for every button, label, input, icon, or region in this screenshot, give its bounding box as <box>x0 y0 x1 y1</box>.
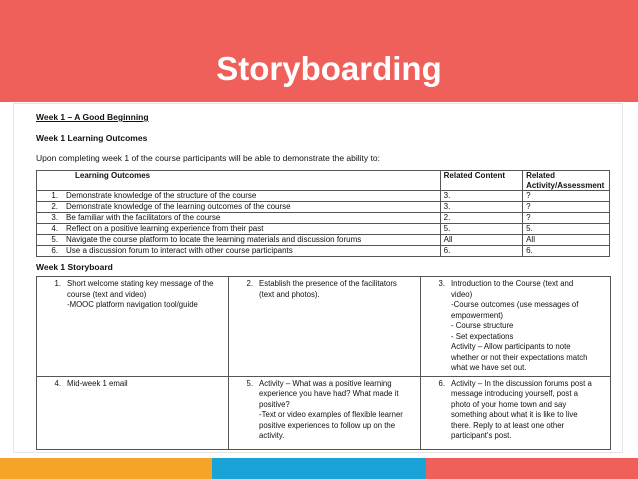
storyboard-cell <box>229 376 421 449</box>
outcome-text: Demonstrate knowledge of the structure of the course <box>66 191 257 200</box>
storyboard-number: 2. <box>246 279 253 288</box>
storyboard-number: 4. <box>54 378 61 388</box>
storyboard-line: empowerment) <box>451 310 503 320</box>
related-content-cell: 6. <box>440 246 522 257</box>
header-related-activity: Related Activity/Assessment <box>523 171 610 191</box>
header-related-content: Related Content <box>440 171 522 191</box>
outcome-cell <box>37 213 441 224</box>
week-heading: Week 1 – A Good Beginning <box>36 112 149 122</box>
storyboard-line: Activity – Allow participants to note <box>451 342 571 351</box>
outcome-cell <box>37 235 441 246</box>
storyboard-line: something about what it is like to live <box>451 410 578 419</box>
storyboard-cell <box>229 277 421 377</box>
outcome-cell <box>37 191 441 202</box>
related-activity-cell: ? <box>523 213 610 224</box>
related-activity-cell: ? <box>523 202 610 213</box>
outcome-number: 1. <box>51 191 58 200</box>
storyboard-line: Activity – In the discussion forums post a <box>451 378 592 388</box>
storyboard-line: Short welcome stating key message of the <box>67 279 214 288</box>
storyboard-line: positive experiences to follow up on the <box>259 420 396 430</box>
storyboard-line: (text and photos). <box>259 289 320 299</box>
outcomes-heading: Week 1 Learning Outcomes <box>36 133 148 143</box>
outcome-row <box>37 202 610 213</box>
footer-bar-blue <box>212 458 426 479</box>
outcome-number: 3. <box>51 213 58 222</box>
outcome-text: Be familiar with the facilitators of the course <box>66 213 221 222</box>
outcome-number: 2. <box>51 202 58 211</box>
storyboard-line: message introducing yourself, post a <box>451 389 578 398</box>
related-content-cell: All <box>440 235 522 246</box>
footer-bar-orange <box>0 458 212 479</box>
storyboard-cell <box>421 277 611 377</box>
storyboard-line: activity. <box>259 431 285 440</box>
outcome-number: 5. <box>51 235 58 244</box>
outcome-cell <box>37 246 441 257</box>
outcome-cell <box>37 224 441 235</box>
outcome-number: 6. <box>51 246 58 255</box>
storyboard-line: what we have set out. <box>451 363 527 372</box>
storyboard-line: experience you have had? What made it <box>259 389 399 398</box>
learning-outcomes-table <box>36 170 610 257</box>
related-activity-cell: 5. <box>523 224 610 235</box>
storyboard-number: 1. <box>54 279 61 288</box>
storyboard-line: video) <box>451 289 473 299</box>
outcome-text: Navigate the course platform to locate the learning materials and discussion forums <box>66 235 362 244</box>
storyboard-cell <box>421 376 611 449</box>
storyboard-table <box>36 276 611 450</box>
storyboard-line: photo of your home town and say <box>451 399 567 409</box>
storyboard-row <box>37 376 611 449</box>
intro-text: Upon completing week 1 of the course participants will be able to demonstrate the ability to: <box>36 153 380 163</box>
storyboard-cell <box>37 376 229 449</box>
outcome-row <box>37 246 610 257</box>
storyboard-number: 3. <box>438 279 445 288</box>
outcome-text: Use a discussion forum to interact with other course participants <box>66 246 293 255</box>
outcome-cell <box>37 202 441 213</box>
related-activity-cell: 6. <box>523 246 610 257</box>
related-content-cell: 5. <box>440 224 522 235</box>
storyboard-line: there. Reply to at least one other <box>451 420 565 430</box>
related-content-cell: 2. <box>440 213 522 224</box>
table-header-row <box>37 171 610 191</box>
slide-title: Storyboarding <box>216 50 442 87</box>
outcome-row <box>37 235 610 246</box>
storyboard-number: 5. <box>246 378 253 388</box>
document-image <box>14 104 622 452</box>
storyboard-line: -MOOC platform navigation tool/guide <box>67 300 198 309</box>
related-activity-cell: ? <box>523 191 610 202</box>
related-content-cell: 3. <box>440 191 522 202</box>
storyboard-cell <box>37 277 229 377</box>
storyboard-line: Activity – What was a positive learning <box>259 378 392 388</box>
storyboard-line: Establish the presence of the facilitators <box>259 279 397 288</box>
storyboard-heading: Week 1 Storyboard <box>36 262 113 272</box>
storyboard-line: positive? <box>259 399 290 409</box>
storyboard-line: Mid-week 1 email <box>67 378 128 388</box>
header-learning-outcomes: Learning Outcomes <box>37 171 441 191</box>
outcome-text: Reflect on a positive learning experience from their past <box>66 224 264 233</box>
storyboard-row <box>37 277 611 377</box>
outcome-row <box>37 224 610 235</box>
outcome-number: 4. <box>51 224 58 233</box>
storyboard-number: 6. <box>438 378 445 388</box>
storyboard-line: participant's post. <box>451 431 512 440</box>
storyboard-line: Introduction to the Course (text and <box>451 279 574 288</box>
outcome-text: Demonstrate knowledge of the learning outcomes of the course <box>66 202 291 211</box>
outcome-row <box>37 191 610 202</box>
storyboard-line: - Set expectations <box>451 331 514 341</box>
outcome-row <box>37 213 610 224</box>
storyboard-line: whether or not their expectations match <box>451 352 588 362</box>
footer-bar-red <box>426 458 638 479</box>
related-content-cell: 3. <box>440 202 522 213</box>
storyboard-line: - Course structure <box>451 321 514 330</box>
storyboard-line: -Course outcomes (use messages of <box>451 300 579 309</box>
storyboard-line: course (text and video) <box>67 289 147 299</box>
storyboard-line: -Text or video examples of flexible learner <box>259 410 403 419</box>
related-activity-cell: All <box>523 235 610 246</box>
